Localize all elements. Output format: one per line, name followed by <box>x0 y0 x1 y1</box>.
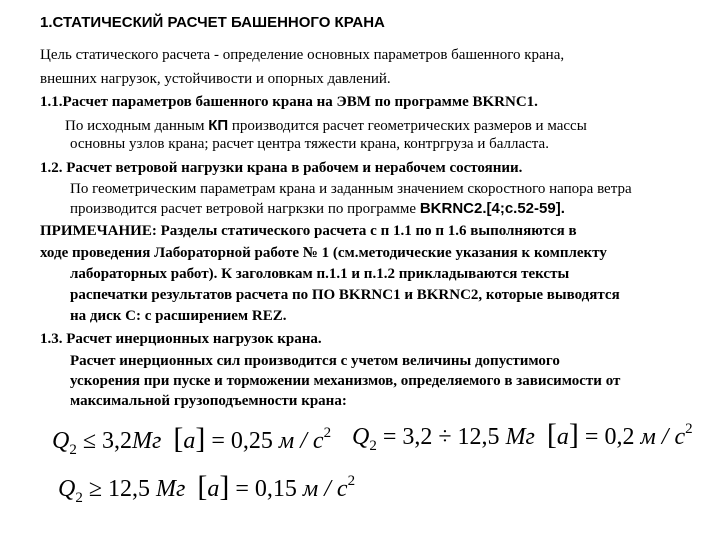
section-1-2-line-2: производится расчет ветровой нагркзки по программе BKRNC2.[4;с.52-59]. <box>70 200 565 217</box>
section-1-3-line-3: максимальной грузоподъемности крана: <box>70 393 347 409</box>
section-1-1-line-2: основны узлов крана; расчет центра тяжести крана, контргруза и балласта. <box>70 136 549 152</box>
note-line-1: ПРИМЕЧАНИЕ: Разделы статического расчета с п 1.1 по п 1.6 выполняются в <box>40 223 577 239</box>
formula-3: $Q_2 \ge 12,5$ Мг [a] = 0,15 м / $с^2$ <box>58 470 356 506</box>
section-1-2-heading: 1.2. Расчет ветровой нагрузки крана в рабочем и нерабочем состоянии. <box>40 160 523 176</box>
section-1-3-line-2: ускорения при пуске и торможении механизмов, определяемого в зависимости от <box>70 373 621 389</box>
formula-2: $Q_2 = 3,2 \div 12,5$ Мг [a] = 0,2 м / $с^2$ <box>352 418 693 454</box>
doc-title: 1.СТАТИЧЕСКИЙ РАСЧЕТ БАШЕННОГО КРАНА <box>40 14 385 31</box>
section-1-3-line-1: Расчет инерционных сил производится с учетом величины допустимого <box>70 353 560 369</box>
purpose-line-2: внешних нагрузок, устойчивости и опорных давлений. <box>40 71 391 87</box>
section-1-2-line-1: По геометрическим параметрам крана и заданным значением скоростного напора ветра <box>70 181 632 197</box>
section-1-1-line-1: По исходным данным КП производится расчет геометрических размеров и массы <box>65 117 587 134</box>
note-line-2: ходе проведения Лабораторной работе № 1 (см.методические указания к комплекту <box>40 245 607 261</box>
section-1-3-heading: 1.3. Расчет инерционных нагрузок крана. <box>40 331 322 347</box>
section-1-1-heading: 1.1.Расчет параметров башенного крана на ЭВМ по программе BKRNC1. <box>40 94 538 110</box>
formula-1: $Q_2 \le 3,2Мг$ [a] = 0,25 м / $с^2$ <box>52 422 332 458</box>
note-line-5: на диск С: с расширением REZ. <box>70 308 287 324</box>
note-line-4: распечатки результатов расчета по ПО BKRNC1 и BKRNC2, которые выводятся <box>70 287 620 303</box>
purpose-line-1: Цель статического расчета - определение основных параметров башенного крана, <box>40 47 565 63</box>
note-line-3: лабораторных работ). К заголовкам п.1.1 и п.1.2 прикладываются тексты <box>70 266 570 282</box>
